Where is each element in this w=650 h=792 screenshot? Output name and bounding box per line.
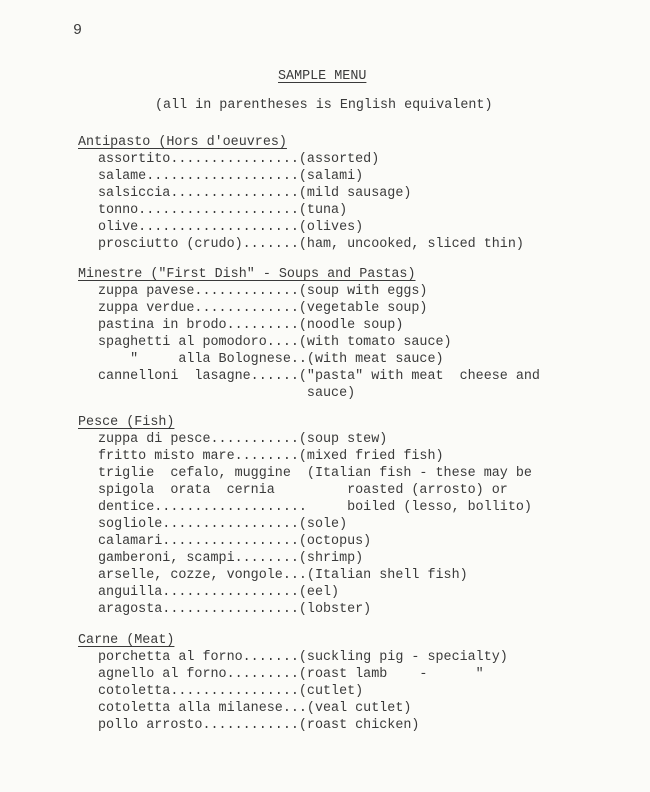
menu-line: cotoletta................(cutlet)	[98, 684, 364, 699]
menu-line: pastina in brodo.........(noodle soup)	[98, 318, 404, 333]
menu-line: olive....................(olives)	[98, 220, 364, 235]
menu-line: gamberoni, scampi........(shrimp)	[98, 551, 364, 566]
menu-line: dentice................... boiled (lesso, bollito)	[98, 500, 532, 515]
menu-line: salsiccia................(mild sausage)	[98, 186, 412, 201]
menu-line: tonno....................(tuna)	[98, 203, 348, 218]
menu-line: calamari.................(octopus)	[98, 534, 372, 549]
menu-line: fritto misto mare........(mixed fried fish)	[98, 449, 444, 464]
menu-line: zuppa di pesce...........(soup stew)	[98, 432, 388, 447]
menu-title: SAMPLE MENU	[278, 69, 367, 84]
section-heading-pesce: Pesce (Fish)	[78, 415, 175, 430]
menu-line: arselle, cozze, vongole...(Italian shell fish)	[98, 568, 468, 583]
menu-line: aragosta.................(lobster)	[98, 602, 372, 617]
menu-line: salame...................(salami)	[98, 169, 364, 184]
section-heading-carne: Carne (Meat)	[78, 633, 175, 648]
menu-line: prosciutto (crudo).......(ham, uncooked, sliced thin)	[98, 237, 524, 252]
menu-line: sogliole.................(sole)	[98, 517, 348, 532]
menu-line: agnello al forno.........(roast lamb - "	[98, 667, 484, 682]
menu-subtitle: (all in parentheses is English equivalent)	[155, 98, 493, 113]
page-number: 9	[73, 22, 83, 39]
menu-line: pollo arrosto............(roast chicken)	[98, 718, 420, 733]
section-heading-antipasto: Antipasto (Hors d'oeuvres)	[78, 135, 287, 150]
menu-line: cannelloni lasagne......("pasta" with meat cheese and	[98, 369, 540, 384]
menu-line: spaghetti al pomodoro....(with tomato sauce)	[98, 335, 452, 350]
menu-line: spigola orata cernia roasted (arrosto) or	[98, 483, 508, 498]
menu-line: " alla Bolognese..(with meat sauce)	[98, 352, 444, 367]
menu-line: zuppa verdue.............(vegetable soup)	[98, 301, 428, 316]
menu-line: cotoletta alla milanese...(veal cutlet)	[98, 701, 412, 716]
menu-line: assortito................(assorted)	[98, 152, 380, 167]
menu-line: porchetta al forno.......(suckling pig - specialty)	[98, 650, 508, 665]
menu-line: sauce)	[98, 386, 356, 401]
menu-line: anguilla.................(eel)	[98, 585, 340, 600]
menu-line: triglie cefalo, muggine (Italian fish - these may be	[98, 466, 532, 481]
section-heading-minestre: Minestre ("First Dish" - Soups and Pastas)	[78, 267, 416, 282]
menu-line: zuppa pavese.............(soup with eggs)	[98, 284, 428, 299]
